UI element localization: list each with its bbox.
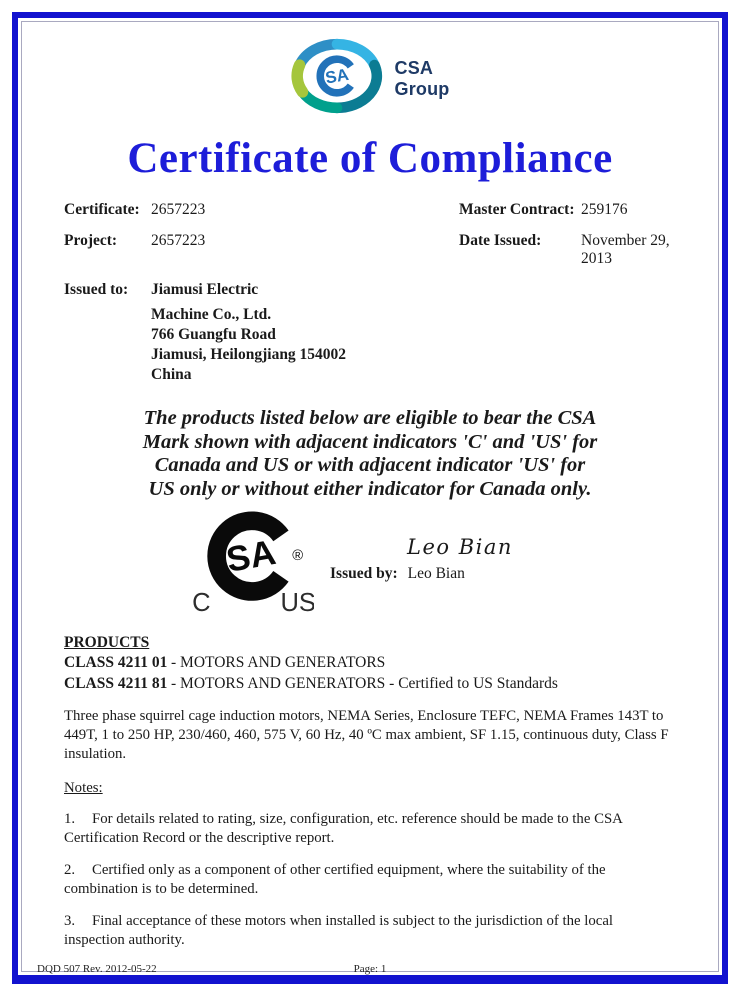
statement-line: Mark shown with adjacent indicators 'C' and 'US' for (142, 430, 598, 453)
class-description: - MOTORS AND GENERATORS - Certified to US Standards (171, 674, 558, 692)
outer-blue-border (12, 12, 728, 984)
certificate-meta (64, 201, 676, 299)
master-contract-label: Master Contract: (459, 201, 575, 218)
csa-cus-mark-icon (190, 509, 314, 620)
mark-us-indicator: US (280, 589, 314, 615)
statement-line: The products listed below are eligible to bear the CSA (143, 407, 597, 429)
address-line: China (151, 366, 192, 383)
page-number: Page: 1 (353, 963, 387, 975)
master-contract-value: 259176 (581, 201, 628, 218)
class-code: CLASS 4211 01 (64, 654, 168, 671)
products-heading: PRODUCTS (64, 634, 150, 651)
issued-by-label: Issued by: (330, 565, 398, 582)
logo-monogram-letters: SA (323, 64, 350, 88)
note-item (64, 810, 676, 848)
product-class-row (64, 654, 676, 673)
page-footer (25, 959, 715, 975)
date-issued-label: Date Issued: (459, 232, 542, 249)
project-value: 2657223 (151, 232, 206, 249)
certificate-label: Certificate: (64, 201, 140, 218)
signature-script: Leo Bian (407, 535, 513, 559)
note-text: Certified only as a component of other certified equipment, where the suitability of the combination is to be determined. (64, 862, 606, 897)
note-number: 2. (64, 862, 76, 878)
mark-c-indicator: C (192, 589, 211, 615)
document-reference: DQD 507 Rev. 2012-05-22 (37, 963, 157, 975)
mark-monogram-letters: SA (223, 532, 279, 580)
issued-by-row (330, 565, 550, 583)
class-code: CLASS 4211 81 (64, 674, 168, 692)
class-description: - MOTORS AND GENERATORS (171, 654, 386, 671)
signature-block (330, 509, 550, 583)
issued-to-label: Issued to: (64, 281, 129, 298)
logo-word-group: Group (394, 78, 450, 99)
registered-trademark-symbol: ® (292, 548, 304, 565)
note-number: 3. (64, 913, 76, 929)
address-line: Machine Co., Ltd. (151, 306, 272, 323)
project-label: Project: (64, 232, 118, 249)
csa-swirl-logo-icon (291, 37, 383, 120)
address-line: Jiamusi, Heilongjiang 154002 (151, 346, 347, 363)
note-text: For details related to rating, size, configuration, etc. reference should be made to the CSA Certification Record or the descriptive report. (64, 811, 623, 846)
product-description: Three phase squirrel cage induction motors, NEMA Series, Enclosure TEFC, NEMA Frames 143T to 449T, 1 to 250 HP, 230/460, 460, 575 V, 60 Hz, 40 ºC max ambient, SF 1.15, continuous duty, Class F insulation. (64, 708, 669, 762)
note-number: 1. (64, 811, 76, 827)
inner-gray-border (21, 21, 719, 972)
logo-word-csa: CSA (394, 58, 434, 79)
page-title: Certificate of Compliance (127, 135, 613, 182)
statement-line: US only or without either indicator for Canada only. (148, 477, 592, 500)
note-item (64, 861, 676, 899)
issued-to-address (151, 305, 676, 385)
eligibility-statement (64, 407, 676, 501)
date-issued-value: November 29, 2013 (581, 232, 670, 267)
statement-line: Canada and US or with adjacent indicator 'US' for (154, 454, 586, 476)
notes-heading: Notes: (64, 780, 103, 796)
note-item (64, 912, 676, 950)
issued-to-name: Jiamusi Electric (151, 281, 259, 298)
mark-and-signature (64, 509, 676, 620)
product-class-row (64, 675, 676, 694)
csa-group-logo (64, 37, 676, 120)
certificate-content (22, 22, 718, 971)
issued-by-value: Leo Bian (407, 565, 465, 582)
logo-wordmark (395, 58, 450, 98)
certificate-value: 2657223 (151, 201, 206, 218)
address-line: 766 Guangfu Road (151, 326, 276, 343)
note-text: Final acceptance of these motors when installed is subject to the jurisdiction of the local inspection authority. (64, 913, 614, 948)
